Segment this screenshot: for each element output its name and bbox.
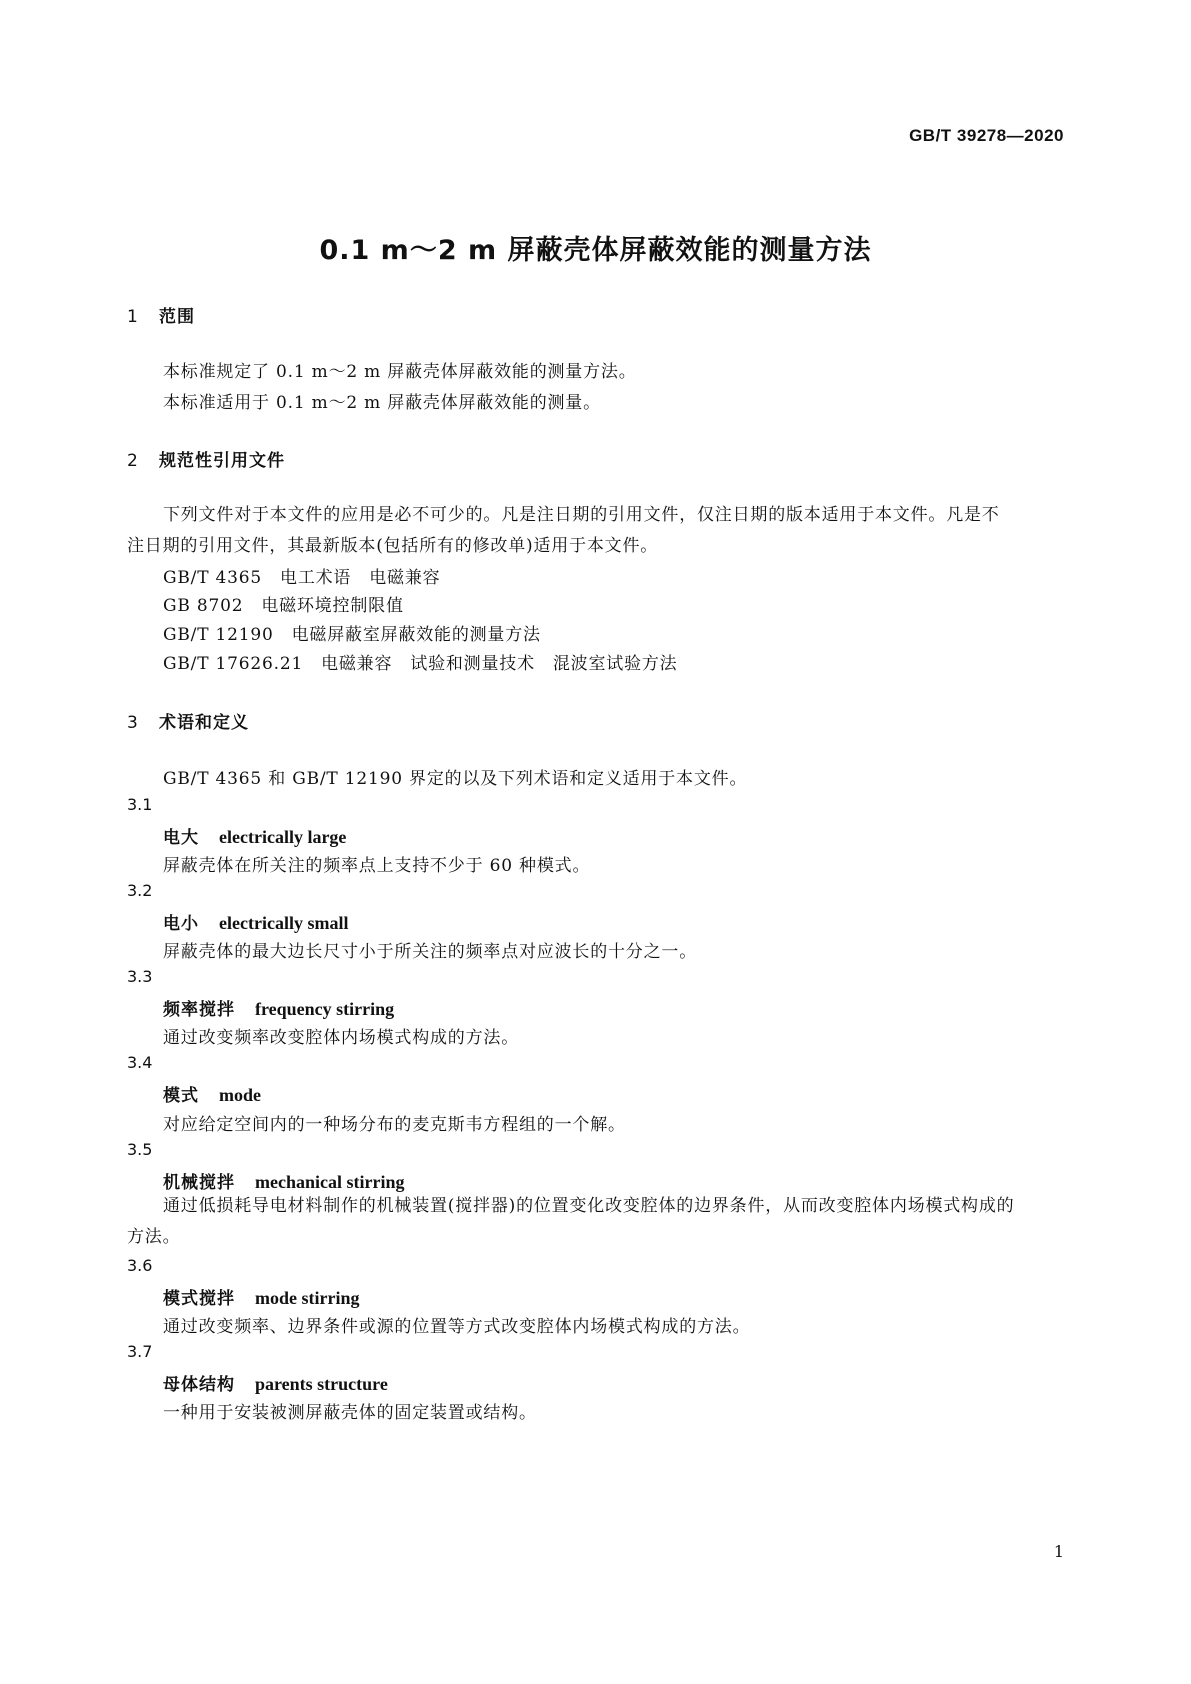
document-title: 0.1 m～2 m 屏蔽壳体屏蔽效能的测量方法 [319, 235, 872, 266]
term-heading [163, 1081, 261, 1106]
term-heading [163, 1370, 388, 1395]
term-en: mode [219, 1085, 261, 1105]
reference-title: 电工术语 [280, 568, 352, 588]
section-title: 规范性引用文件 [159, 451, 285, 471]
term-definition: 通过低损耗导电材料制作的机械装置(搅拌器)的位置变化改变腔体的边界条件，从而改变腔体内场模式构成的方法。 [127, 1196, 1015, 1247]
term-en: mode stirring [255, 1288, 360, 1308]
section-number: 3 [127, 713, 139, 733]
section-heading-normative-references [127, 446, 285, 471]
terms-intro: GB/T 4365 和 GB/T 12190 界定的以及下列术语和定义适用于本文件。 [163, 769, 748, 789]
term-zh: 电小 [163, 914, 199, 934]
clause-number: 3.5 [127, 1140, 153, 1159]
term-zh: 母体结构 [163, 1375, 235, 1395]
reference-code: GB 8702 [163, 596, 244, 616]
reference-title: 电磁兼容 [369, 568, 441, 588]
reference-code: GB/T 12190 [163, 625, 274, 645]
term-definition: 屏蔽壳体的最大边长尺寸小于所关注的频率点对应波长的十分之一。 [163, 942, 697, 962]
term-definition: 通过改变频率改变腔体内场模式构成的方法。 [163, 1028, 519, 1048]
term-heading [163, 1284, 359, 1309]
term-heading [163, 823, 346, 848]
section-heading-terms [127, 708, 249, 733]
scope-paragraph-1: 本标准规定了 0.1 m～2 m 屏蔽壳体屏蔽效能的测量方法。 [163, 362, 637, 382]
section-title: 术语和定义 [159, 713, 249, 733]
term-zh: 模式搅拌 [163, 1289, 235, 1309]
term-heading [163, 909, 348, 934]
term-definition: 通过改变频率、边界条件或源的位置等方式改变腔体内场模式构成的方法。 [163, 1317, 751, 1337]
references-intro: 下列文件对于本文件的应用是必不可少的。凡是注日期的引用文件，仅注日期的版本适用于本文件。凡是不注日期的引用文件，其最新版本(包括所有的修改单)适用于本文件。 [127, 505, 1000, 556]
term-heading [163, 995, 394, 1020]
clause-number: 3.4 [127, 1053, 153, 1072]
reference-item [163, 649, 677, 674]
reference-code: GB/T 17626.21 [163, 654, 304, 674]
clause-number: 3.6 [127, 1256, 153, 1275]
term-en: electrically small [219, 913, 349, 933]
clause-number: 3.2 [127, 881, 153, 900]
term-en: frequency stirring [255, 999, 395, 1019]
reference-title: 试验和测量技术 [410, 654, 535, 674]
reference-title: 电磁屏蔽室屏蔽效能的测量方法 [291, 625, 541, 645]
term-en: mechanical stirring [255, 1172, 405, 1192]
reference-item [163, 620, 541, 645]
section-number: 1 [127, 307, 139, 327]
term-definition: 对应给定空间内的一种场分布的麦克斯韦方程组的一个解。 [163, 1115, 626, 1135]
section-heading-scope [127, 302, 195, 327]
page-number: 1 [1053, 1542, 1064, 1561]
clause-number: 3.3 [127, 967, 153, 986]
scope-paragraph-2: 本标准适用于 0.1 m～2 m 屏蔽壳体屏蔽效能的测量。 [163, 393, 601, 413]
section-title: 范围 [159, 307, 195, 327]
clause-number: 3.7 [127, 1342, 153, 1361]
standard-number: GB/T 39278—2020 [909, 126, 1064, 145]
reference-title: 电磁兼容 [321, 654, 393, 674]
reference-code: GB/T 4365 [163, 568, 263, 588]
term-heading [163, 1168, 404, 1193]
reference-item [163, 563, 440, 588]
term-zh: 机械搅拌 [163, 1173, 235, 1193]
term-zh: 电大 [163, 828, 199, 848]
term-zh: 模式 [163, 1086, 199, 1106]
term-definition: 一种用于安装被测屏蔽壳体的固定装置或结构。 [163, 1403, 537, 1423]
section-number: 2 [127, 451, 139, 471]
reference-title: 混波室试验方法 [552, 654, 678, 674]
reference-title: 电磁环境控制限值 [261, 596, 404, 616]
term-en: electrically large [219, 827, 347, 847]
term-en: parents structure [255, 1374, 388, 1394]
term-definition: 屏蔽壳体在所关注的频率点上支持不少于 60 种模式。 [163, 856, 591, 876]
clause-number: 3.1 [127, 795, 153, 814]
term-zh: 频率搅拌 [163, 1000, 235, 1020]
reference-item [163, 591, 404, 616]
